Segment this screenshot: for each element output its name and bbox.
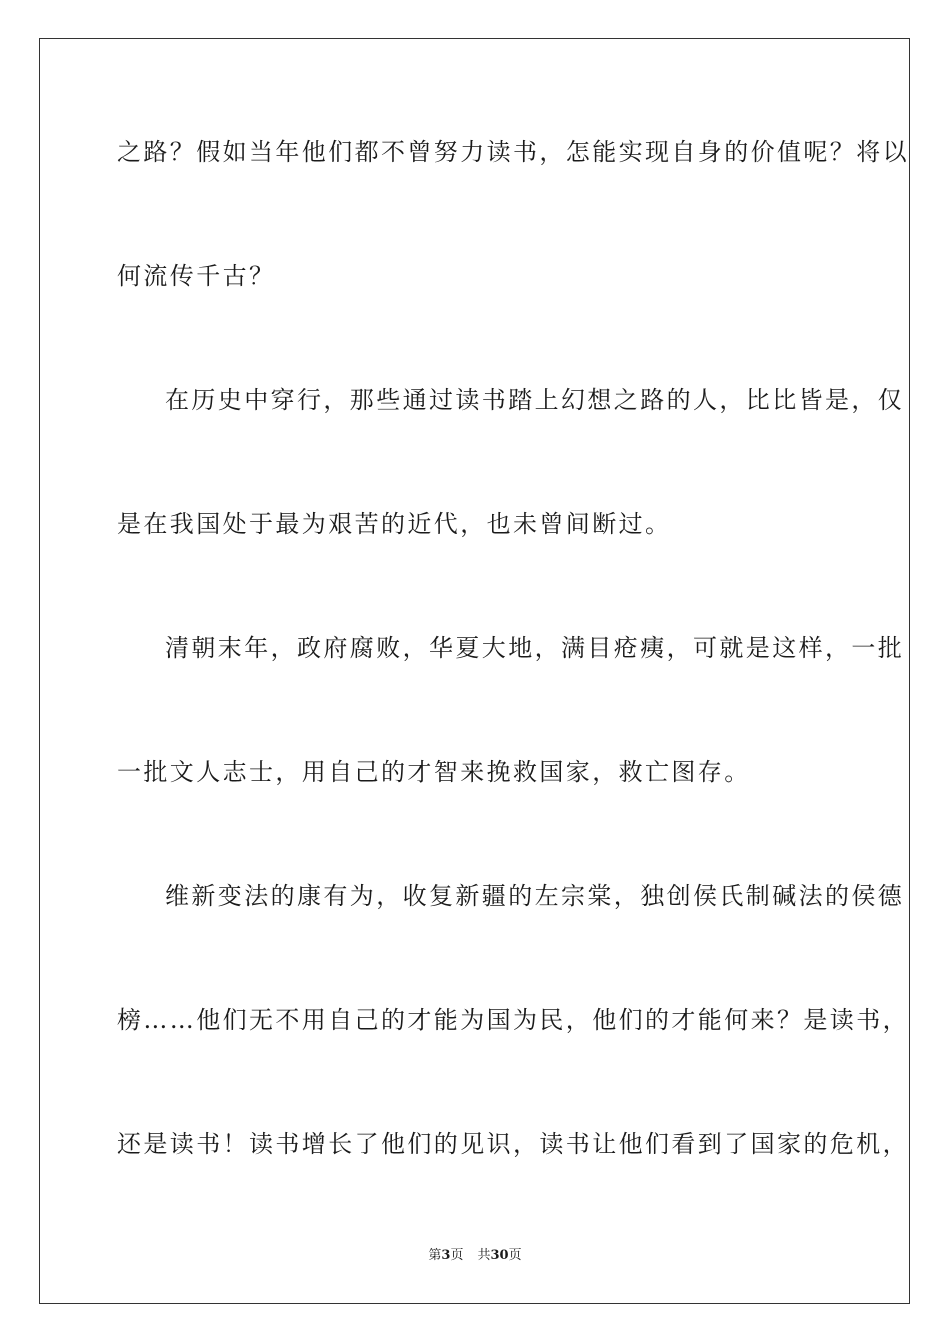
total-label-suffix: 页 xyxy=(508,1248,522,1263)
body-text-line: 一批文人志士，用自己的才智来挽救国家，救亡图存。 xyxy=(117,758,751,786)
page-label-suffix: 页 xyxy=(450,1248,464,1263)
body-text-line: 榜……他们无不用自己的才能为国为民，他们的才能何来？是读书， xyxy=(117,1006,909,1034)
body-text-line: 何流传千古？ xyxy=(117,262,276,290)
body-text-line: 之路？假如当年他们都不曾努力读书，怎能实现自身的价值呢？将以 xyxy=(117,138,909,166)
body-text-line: 是在我国处于最为艰苦的近代，也未曾间断过。 xyxy=(117,510,672,538)
page-border xyxy=(39,38,910,1304)
page-label-prefix: 第 xyxy=(428,1248,442,1263)
total-label-prefix: 共 xyxy=(477,1248,491,1263)
body-text-line: 还是读书！读书增长了他们的见识，读书让他们看到了国家的危机， xyxy=(117,1130,909,1158)
page-footer xyxy=(0,1247,950,1265)
total-pages: 30 xyxy=(490,1248,509,1263)
page-number: 3 xyxy=(441,1248,451,1263)
body-text-line: 清朝末年，政府腐败，华夏大地，满目疮痍，可就是这样，一批 xyxy=(165,634,905,662)
body-text-line: 在历史中穿行，那些通过读书踏上幻想之路的人，比比皆是，仅 xyxy=(165,386,905,414)
body-text-line: 维新变法的康有为，收复新疆的左宗棠，独创侯氏制碱法的侯德 xyxy=(165,882,905,910)
